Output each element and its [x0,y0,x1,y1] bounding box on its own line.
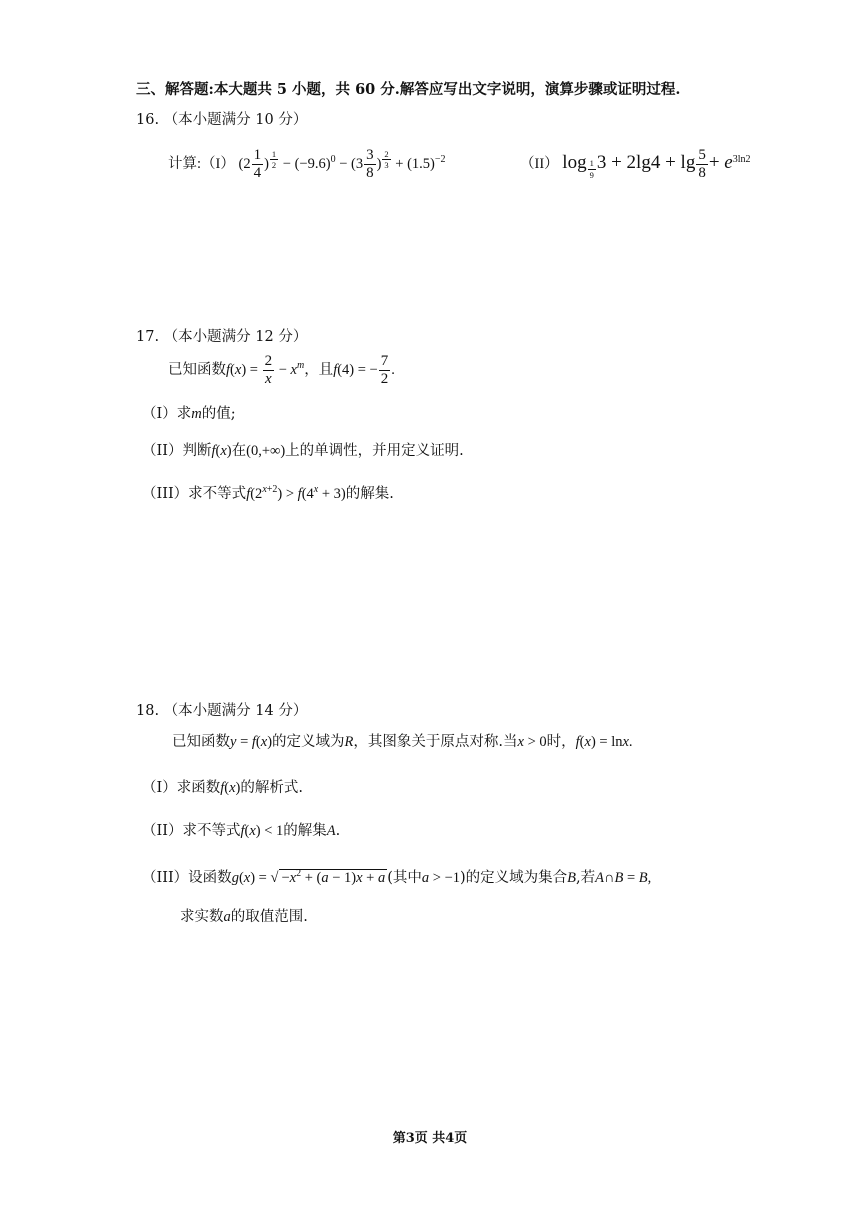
text: 上的单调性，并用定义证明. [285,443,464,459]
text: （III）求不等式 [142,486,247,502]
text: （I）求 [142,406,192,422]
q16-expression-i: 计算:（I） (2 $\frac{1}{4}$ ) $^{\frac{1}{2}}$ − $(-9.6)^0 - (3$ $\frac{3}{8}$ ) $^{\frac{2}{3}}$ + $(1.5)^{-2}$ [168,147,446,181]
fraction: $\frac{1}{4}$ [253,147,262,181]
q18-part-iii-line2: 求实数a的取值范围. [180,909,308,925]
q16-part-ii-label: （II） [520,155,559,172]
q18-given: 已知函数y = f(x)的定义域为R，其图象关于原点对称.当x > 0时，f(x) = lnx. [172,734,633,750]
q17-part-i: （I）求m的值; [142,406,236,422]
text: 在 [231,443,247,459]
q18-part-iii: （III）设函数g(x) = √ $-x^2 + (a - 1)x + a$ (其中a > −1)的定义域为集合B,若A∩B = B, [142,868,652,886]
text: （II）判断 [142,443,212,459]
text: )的定义域为集合 [460,870,568,886]
text: ，且 [304,361,334,378]
text: 时， [546,734,576,750]
q17-header: 17. （本小题满分 12 分） [136,329,308,345]
text: ，其图象关于原点对称.当 [353,734,518,750]
q18-part-i: （I）求函数f(x)的解析式. [142,780,303,796]
q18-header: 18. （本小题满分 14 分） [136,703,308,719]
section-heading: 三、解答题:本大题共 5 小题，共 60 分.解答应写出文字说明，演算步骤或证明过程. [136,81,681,98]
text: （II）求不等式 [142,823,241,839]
text: 已知函数 [168,361,226,378]
text: (其中 [387,870,422,886]
q16-prompt: 计算:（I） [168,155,235,172]
text: 的定义域为 [272,734,345,750]
q18-part-ii: （II）求不等式f(x) < 1的解集A. [142,823,341,839]
q17-given: 已知函数f(x) = $\frac{2}{x}$ − $x^m$，且f(4) = − $\frac{7}{2}$ . [168,353,395,387]
text: 的解集. [345,486,394,502]
text: 的值; [201,406,236,422]
q16-header: 16. （本小题满分 10 分） [136,112,308,128]
text: 的取值范围. [230,909,308,925]
q17-part-iii: （III）求不等式$f(2^{x+2}) > f(4^x + 3)$的解集. [142,484,394,502]
text: 的解集 [283,823,327,839]
text: 求实数 [180,909,224,925]
text: （I）求函数 [142,780,221,796]
fraction: $\frac{3}{8}$ [366,147,374,181]
q16-expression-ii: （II） log $_{\frac{1}{9}}$ 3 + 2lg4 + lg $\frac{5}{8}$ + $e^{3ln2}$ [520,147,751,181]
page-number: 第3页 共4页 [392,1131,468,1146]
text: 的解析式. [240,780,303,796]
text: 已知函数 [172,734,230,750]
text: ,若 [576,870,596,886]
q17-part-ii: （II）判断f(x)在(0,+∞)上的单调性，并用定义证明. [142,443,464,459]
text: （III）设函数 [142,870,232,886]
